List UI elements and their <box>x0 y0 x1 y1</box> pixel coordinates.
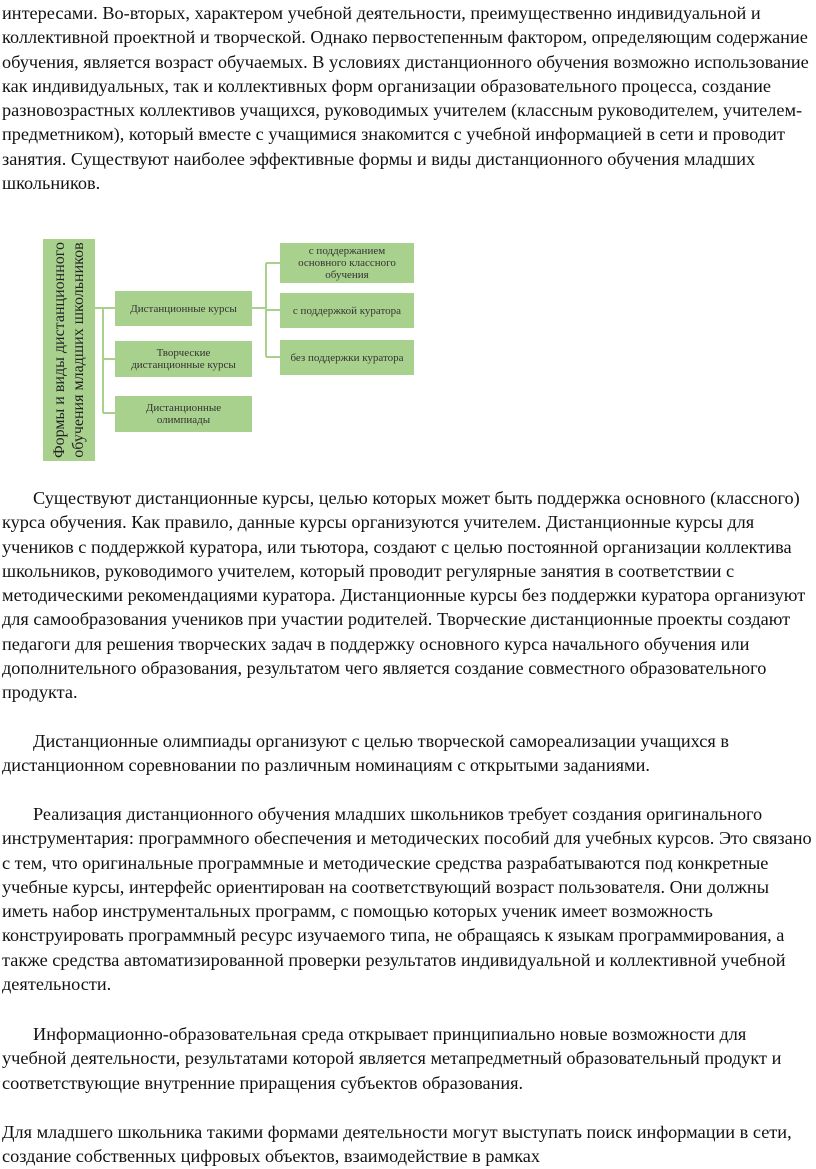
diagram-root-line2: обучения младших школьников <box>70 242 87 458</box>
box-main-support: с поддержанием основного классного обучения <box>280 243 414 283</box>
paragraph-environment-text: Информационно-образовательная среда открывает принципиально новые возможности для учебной деятельности, результатами которой является метапредметный образовательный продукт и соответствующие внутренние приращения субъектов образования. <box>2 1024 782 1093</box>
box-olympiads: Дистанционные олимпиады <box>115 396 252 432</box>
paragraph-tools <box>2 802 812 996</box>
box-curator: с поддержкой куратора <box>280 293 414 328</box>
paragraph-olympiads <box>2 729 812 778</box>
paragraph-olympiads-text: Дистанционные олимпиады организуют с целью творческой самореализации учащихся в дистанционном соревновании по различным номинациям с открытыми заданиями. <box>2 731 729 776</box>
paragraph-courses-text: Существуют дистанционные курсы, целью которых может быть поддержка основного (классного) курса обучения. Как правило, данные курсы организуются учителем. Дистанционные курсы для учеников с поддержкой куратора, или тьютора, создают с целью постоянной организации коллектива школьников, руководимого учителем, который проводит регулярные занятия в соответствии с методическими рекомендациями куратора. Дистанционные курсы без поддержки куратора организуют для самообразования учеников при участии родителей. Творческие дистанционные проекты создают педагоги для решения творческих задач в поддержку основного курса начального обучения или дополнительного образования, результатом чего является создание совместного образовательного продукта. <box>2 488 806 703</box>
paragraph-environment <box>2 1022 812 1095</box>
diagram-root-box <box>43 239 95 461</box>
diagram-root-line1: Формы и виды дистанционного <box>51 242 68 458</box>
paragraph-activities: Для младшего школьника такими формами деятельности могут выступать поиск информации в сети, создание собственных цифровых объектов, взаимодействие в рамках <box>2 1122 792 1167</box>
box-distance-courses: Дистанционные курсы <box>115 291 252 326</box>
paragraph-courses <box>2 486 812 705</box>
forms-diagram <box>43 233 423 463</box>
diagram-root-label <box>50 242 88 458</box>
paragraph-intro: интересами. Во-вторых, характером учебной деятельности, преимущественно индивидуальной и коллективной проектной и творческой. Однако первостепенным фактором, определяющим содержание обучения, является возраст обучаемых. В условиях дистанционного обучения возможно использование как индивидуальных, так и коллективных форм организации образовательного процесса, создание разновозрастных коллективов учащихся, руководимых учителем (классным руководителем, учителем-предметником), который вместе с учащимися знакомится с учебной информацией в сети и проводит занятия. Существуют наиболее эффективные формы и виды дистанционного обучения младших школьников. <box>2 3 809 194</box>
box-creative-courses: Творческие дистанционные курсы <box>115 341 252 377</box>
paragraph-tools-text: Реализация дистанционного обучения младших школьников требует создания оригинального инструментария: программного обеспечения и методических пособий для учебных курсов. Это связано с тем, что оригинальные программные и методические средства разрабатываются под конкретные учебные курсы, интерфейс ориентирован на соответствующий возраст пользователя. Они должны иметь набор инструментальных программ, с помощью которых ученик имеет возможность конструировать программный ресурс изучаемого типа, не обращаясь к языкам программирования, а также средства автоматизированной проверки результатов индивидуальной и коллективной учебной деятельности. <box>2 804 812 995</box>
box-no-curator: без поддержки куратора <box>280 340 414 375</box>
